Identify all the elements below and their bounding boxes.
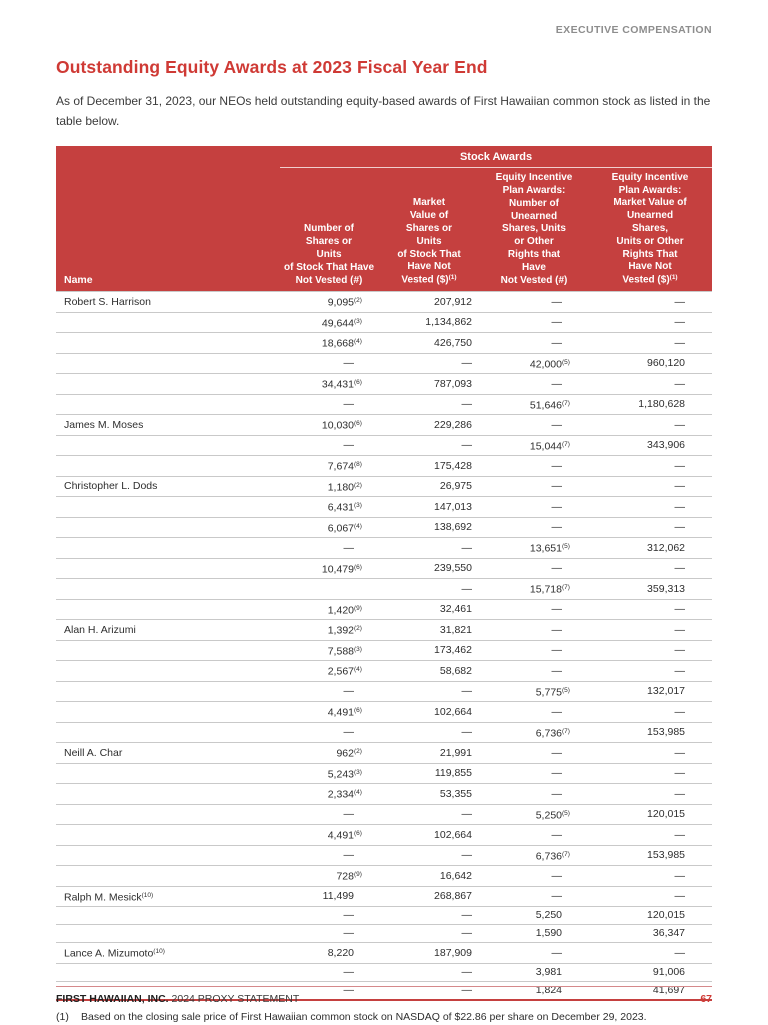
value-cell: — (551, 459, 562, 472)
value-cell: — (674, 377, 686, 390)
name-cell (56, 599, 280, 620)
name-cell (56, 640, 280, 661)
table-row (56, 374, 712, 395)
value-cell: — (551, 623, 562, 636)
value-cell: — (461, 726, 472, 739)
value-cell: — (674, 603, 686, 616)
name-cell (56, 661, 280, 682)
value-cell: 91,006 (652, 965, 686, 978)
value-cell: 153,985 (647, 849, 686, 862)
value-cell: — (343, 439, 354, 452)
value-cell: — (551, 480, 562, 493)
value-cell: — (551, 787, 562, 800)
table-row (56, 681, 712, 702)
value-cell: — (461, 849, 472, 862)
name-cell: Lance A. Mizumoto(10) (64, 947, 165, 960)
value-cell: 960,120 (647, 357, 686, 370)
table-row (56, 620, 712, 641)
name-cell (56, 312, 280, 333)
table-row (56, 866, 712, 887)
table-row (56, 640, 712, 661)
value-cell: 728(9) (336, 870, 362, 883)
value-cell: 3,981 (535, 965, 562, 978)
value-cell: 10,030(6) (321, 419, 362, 432)
value-cell: — (674, 787, 686, 800)
value-cell: 9,095(2) (327, 296, 362, 309)
table-row (56, 825, 712, 846)
value-cell: 18,668(4) (321, 337, 362, 350)
value-cell: 175,428 (434, 459, 472, 472)
footnote-marker: (1) (56, 1010, 69, 1023)
value-cell: — (461, 439, 472, 452)
value-cell: — (343, 849, 354, 862)
value-cell: — (343, 541, 354, 554)
name-cell (56, 497, 280, 518)
table-row (56, 963, 712, 981)
name-cell: Neill A. Char (64, 746, 123, 759)
value-cell: 359,313 (647, 582, 686, 595)
value-cell: 58,682 (439, 664, 472, 677)
value-cell: — (674, 623, 686, 636)
value-cell: — (674, 705, 686, 718)
value-cell: 426,750 (434, 336, 472, 349)
intro-paragraph: As of December 31, 2023, our NEOs held outstanding equity-based awards of First Hawaiian common stock as listed in the table below. (56, 94, 711, 129)
value-cell: — (674, 562, 686, 575)
name-cell: Alan H. Arizumi (64, 623, 136, 636)
value-cell: — (674, 828, 686, 841)
table-row (56, 497, 712, 518)
table-row (56, 784, 712, 805)
value-cell: 4,491(6) (327, 829, 362, 842)
value-cell: — (343, 398, 354, 411)
value-cell: — (551, 418, 562, 431)
value-cell: — (551, 767, 562, 780)
column-header-5: Equity Incentive Plan Awards: Market Value of Unearned Shares, Units or Other Rights That Have Not Vested ($)$^{(1)}$ (588, 167, 712, 292)
value-cell: — (461, 685, 472, 698)
value-cell: 13,651(5) (529, 542, 570, 555)
value-cell: — (551, 377, 562, 390)
value-cell: 207,912 (434, 295, 472, 308)
value-cell: — (674, 500, 686, 513)
value-cell: 102,664 (434, 705, 472, 718)
name-cell (56, 517, 280, 538)
value-cell: 10,479(6) (321, 563, 362, 576)
page-title: Outstanding Equity Awards at 2023 Fiscal Year End (56, 57, 488, 77)
value-cell: — (461, 808, 472, 821)
value-cell: — (674, 459, 686, 472)
value-cell: — (551, 890, 562, 903)
value-cell: — (674, 946, 686, 959)
value-cell: — (551, 316, 562, 329)
footer-company-name: FIRST HAWAIIAN, INC. (56, 993, 169, 1005)
value-cell: 1,180,628 (638, 398, 686, 411)
table-row (56, 353, 712, 374)
value-cell (280, 579, 378, 600)
value-cell: — (551, 644, 562, 657)
name-cell (56, 374, 280, 395)
value-cell: 120,015 (647, 808, 686, 821)
group-header-row (56, 146, 712, 168)
value-cell: 42,000(5) (529, 358, 570, 371)
value-cell: 1,392(2) (327, 624, 362, 637)
value-cell: — (461, 357, 472, 370)
value-cell: 4,491(6) (327, 706, 362, 719)
value-cell: — (461, 983, 472, 996)
value-cell: 6,736(7) (535, 850, 570, 863)
name-cell (56, 784, 280, 805)
value-cell: — (551, 705, 562, 718)
table-row (56, 722, 712, 743)
value-cell: — (674, 890, 686, 903)
stock-awards-group-header (280, 146, 712, 168)
name-cell (56, 435, 280, 456)
table-row (56, 763, 712, 784)
table-row (56, 599, 712, 620)
value-cell: — (551, 746, 562, 759)
value-cell: — (551, 500, 562, 513)
page-footer (56, 986, 712, 1005)
value-cell: 119,855 (434, 767, 472, 780)
value-cell: — (461, 541, 472, 554)
table-row (56, 661, 712, 682)
name-cell: James M. Moses (64, 418, 144, 431)
value-cell: 36,347 (652, 927, 686, 940)
value-cell: — (674, 418, 686, 431)
value-cell: 239,550 (434, 562, 472, 575)
value-cell: 5,243(3) (327, 768, 362, 781)
value-cell: 34,431(6) (321, 378, 362, 391)
value-cell: 7,674(8) (327, 460, 362, 473)
page-content (0, 24, 768, 1025)
name-cell (56, 333, 280, 354)
value-cell: 6,431(3) (327, 501, 362, 514)
table-body (56, 292, 712, 1000)
table-row (56, 558, 712, 579)
name-cell (56, 763, 280, 784)
name-cell (56, 702, 280, 723)
name-cell: Christopher L. Dods (64, 480, 158, 493)
value-cell: 787,093 (434, 377, 472, 390)
value-cell: 962(2) (336, 747, 362, 760)
value-cell: 15,718(7) (529, 583, 570, 596)
name-cell (56, 579, 280, 600)
value-cell: — (551, 664, 562, 677)
value-cell: — (674, 664, 686, 677)
value-cell: — (551, 295, 562, 308)
value-cell: 32,461 (439, 603, 472, 616)
value-cell: 343,906 (647, 439, 686, 452)
name-cell (56, 907, 280, 925)
value-cell: 120,015 (647, 909, 686, 922)
table-row (56, 925, 712, 943)
value-cell: 15,044(7) (529, 440, 570, 453)
value-cell: 1,824 (535, 983, 562, 996)
value-cell: 41,697 (652, 983, 686, 996)
table-row (56, 743, 712, 764)
value-cell: — (343, 965, 354, 978)
value-cell: — (461, 398, 472, 411)
column-header-name: Name (56, 167, 280, 292)
group-header-spacer (56, 146, 280, 168)
table-row (56, 333, 712, 354)
value-cell: — (343, 909, 354, 922)
table-row (56, 456, 712, 477)
table-row (56, 312, 712, 333)
value-cell: 1,590 (535, 927, 562, 940)
value-cell: 312,062 (647, 541, 686, 554)
table-row (56, 907, 712, 925)
value-cell: — (674, 869, 686, 882)
value-cell: 6,067(4) (327, 522, 362, 535)
value-cell: — (343, 808, 354, 821)
section-header-label: EXECUTIVE COMPENSATION (555, 24, 712, 36)
value-cell: 2,334(4) (327, 788, 362, 801)
table-row (56, 702, 712, 723)
value-cell: — (674, 767, 686, 780)
value-cell: — (551, 521, 562, 534)
value-cell: — (674, 336, 686, 349)
value-cell: 147,013 (434, 500, 472, 513)
name-cell (56, 963, 280, 981)
name-cell (56, 925, 280, 943)
value-cell: 53,355 (439, 787, 472, 800)
value-cell: — (674, 295, 686, 308)
value-cell: 11,499 (322, 890, 354, 903)
table-row (56, 579, 712, 600)
footnote-1 (56, 1009, 712, 1025)
value-cell: — (551, 869, 562, 882)
name-cell: Ralph M. Mesick(10) (64, 891, 154, 904)
value-cell: 229,286 (434, 418, 472, 431)
value-cell: — (674, 746, 686, 759)
footnote-text: Based on the closing sale price of First Hawaiian common stock on NASDAQ of $22.86 per share on December 29, 2023. (81, 1010, 647, 1023)
value-cell: — (461, 965, 472, 978)
value-cell: 138,692 (434, 521, 472, 534)
name-cell (56, 825, 280, 846)
table-row (56, 804, 712, 825)
value-cell: — (461, 582, 472, 595)
column-header-4: Equity Incentive Plan Awards: Number of Unearned Shares, Units or Other Rights that Have Not Vested (#) (480, 167, 588, 292)
value-cell: — (343, 983, 354, 996)
column-header-row (56, 167, 712, 292)
value-cell: 132,017 (647, 685, 686, 698)
table-row (56, 517, 712, 538)
value-cell: 8,220 (327, 946, 354, 959)
name-cell (56, 353, 280, 374)
column-header-3: Market Value of Shares or Units of Stock That Have Not Vested ($)$^{(1)}$ (378, 167, 480, 292)
name-cell (56, 845, 280, 866)
value-cell: — (461, 927, 472, 940)
stock-awards-label: Stock Awards (459, 150, 533, 163)
value-cell: — (343, 357, 354, 370)
value-cell: 153,985 (647, 726, 686, 739)
value-cell: — (461, 909, 472, 922)
name-cell (56, 722, 280, 743)
table-row (56, 845, 712, 866)
table-row (56, 394, 712, 415)
value-cell: 49,644(3) (321, 317, 362, 330)
value-cell: 5,250(5) (535, 809, 570, 822)
value-cell: — (551, 336, 562, 349)
value-cell: — (343, 685, 354, 698)
table-row (56, 415, 712, 436)
name-cell (56, 558, 280, 579)
value-cell: 31,821 (439, 623, 472, 636)
value-cell: 173,462 (434, 644, 472, 657)
name-cell: Robert S. Harrison (64, 295, 151, 308)
value-cell: 1,180(2) (327, 481, 362, 494)
table-row (56, 476, 712, 497)
value-cell: — (551, 828, 562, 841)
value-cell: 102,664 (434, 828, 472, 841)
value-cell: — (674, 316, 686, 329)
table-row (56, 886, 712, 907)
footer-left (56, 993, 299, 1005)
table-row (56, 292, 712, 313)
page-number: 67 (700, 993, 712, 1005)
value-cell: 51,646(7) (529, 399, 570, 412)
value-cell: — (551, 603, 562, 616)
value-cell: 2,567(4) (327, 665, 362, 678)
value-cell: 6,736(7) (535, 727, 570, 740)
value-cell: — (674, 480, 686, 493)
name-cell (56, 456, 280, 477)
value-cell: — (551, 562, 562, 575)
value-cell: 21,991 (439, 746, 472, 759)
table-header (56, 146, 712, 292)
table-row (56, 538, 712, 559)
value-cell: 16,642 (439, 869, 472, 882)
name-cell (56, 681, 280, 702)
value-cell: 7,588(3) (327, 645, 362, 658)
footer-statement-label: 2024 PROXY STATEMENT (171, 993, 300, 1005)
value-cell: 5,775(5) (535, 686, 570, 699)
value-cell: 26,975 (439, 480, 472, 493)
value-cell: 1,420(9) (327, 604, 362, 617)
table-row (56, 943, 712, 964)
value-cell: — (343, 726, 354, 739)
name-cell (56, 538, 280, 559)
table-row (56, 435, 712, 456)
equity-awards-table (56, 146, 712, 1001)
value-cell: — (551, 946, 562, 959)
name-cell (56, 866, 280, 887)
column-header-2: Number of Shares or Units of Stock That Have Not Vested (#) (280, 167, 378, 292)
name-cell (56, 394, 280, 415)
value-cell: — (674, 521, 686, 534)
name-cell (56, 804, 280, 825)
value-cell: — (674, 644, 686, 657)
value-cell: 268,867 (434, 890, 472, 903)
value-cell: — (343, 927, 354, 940)
value-cell: 187,909 (434, 946, 472, 959)
value-cell: 5,250 (535, 909, 562, 922)
value-cell: 1,134,862 (425, 316, 472, 329)
